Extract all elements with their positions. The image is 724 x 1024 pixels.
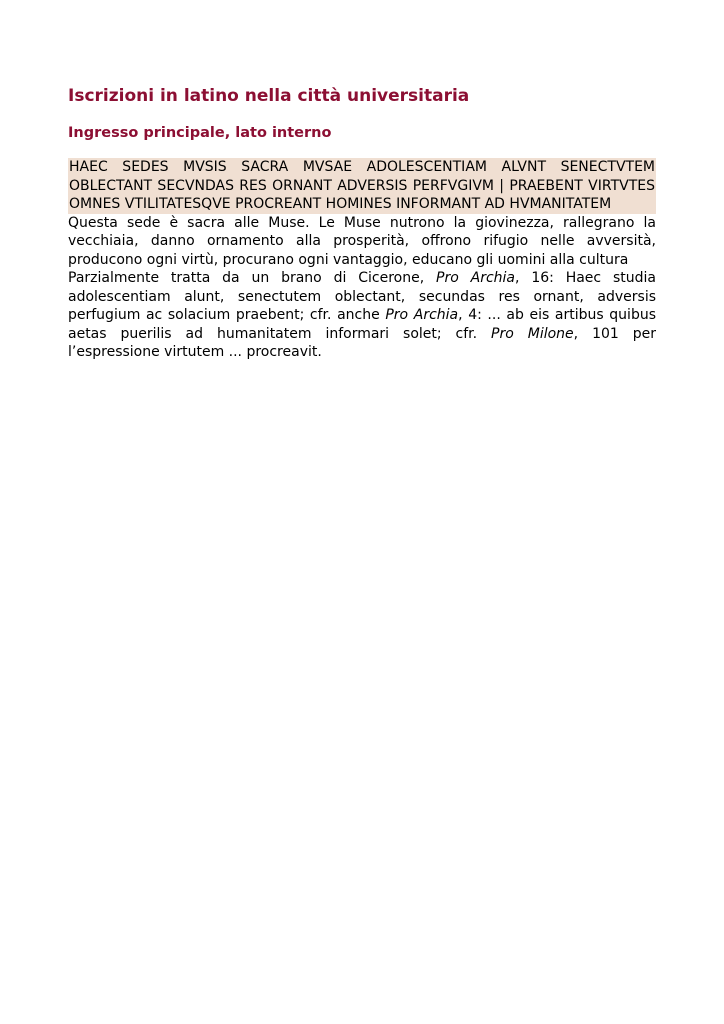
source-note bbox=[68, 269, 656, 362]
work-title-pro-archia: Pro Archia bbox=[385, 307, 459, 323]
document-title: Iscrizioni in latino nella città universitaria bbox=[68, 86, 470, 106]
document-page bbox=[68, 84, 656, 362]
latin-inscription: HAEC SEDES MVSIS SACRA MVSAE ADOLESCENTIAM ALVNT SENECTVTEM OBLECTANT SECVNDAS RES ORNANT ADVERSIS PERFVGIVM | PRAEBENT VIRTVTES OMNES VTILITATESQVE PROCREANT HOMINES INFORMANT AD HVMANITATEM bbox=[69, 159, 655, 212]
italian-translation: Questa sede è sacra alle Muse. Le Muse nutrono la giovinezza, rallegrano la vecchiaia, danno ornamento alla prosperità, offrono rifugio nelle avversità, producono ogni virtù, procurano ogni vantaggio, educano gli uomini alla cultura bbox=[68, 214, 656, 268]
work-title-pro-archia: Pro Archia bbox=[436, 270, 516, 286]
section-subtitle: Ingresso principale, lato interno bbox=[68, 125, 332, 141]
source-note-text: Parzialmente tratta da un brano di Cicerone, bbox=[68, 270, 437, 286]
source-note-text: , 101 per l’espressione virtutem ... procreavit. bbox=[68, 325, 656, 360]
source-note-text: , 4: ... ab eis artibus quibus aetas puerilis ad humanitatem informari solet; cfr. bbox=[68, 307, 656, 342]
source-note-text: , 16: Haec studia adolescentiam alunt, senectutem oblectant, secundas res ornant, adversis perfugium ac solacium praebent; cfr. anche bbox=[68, 270, 656, 323]
work-title-pro-milone: Pro Milone bbox=[491, 325, 574, 342]
